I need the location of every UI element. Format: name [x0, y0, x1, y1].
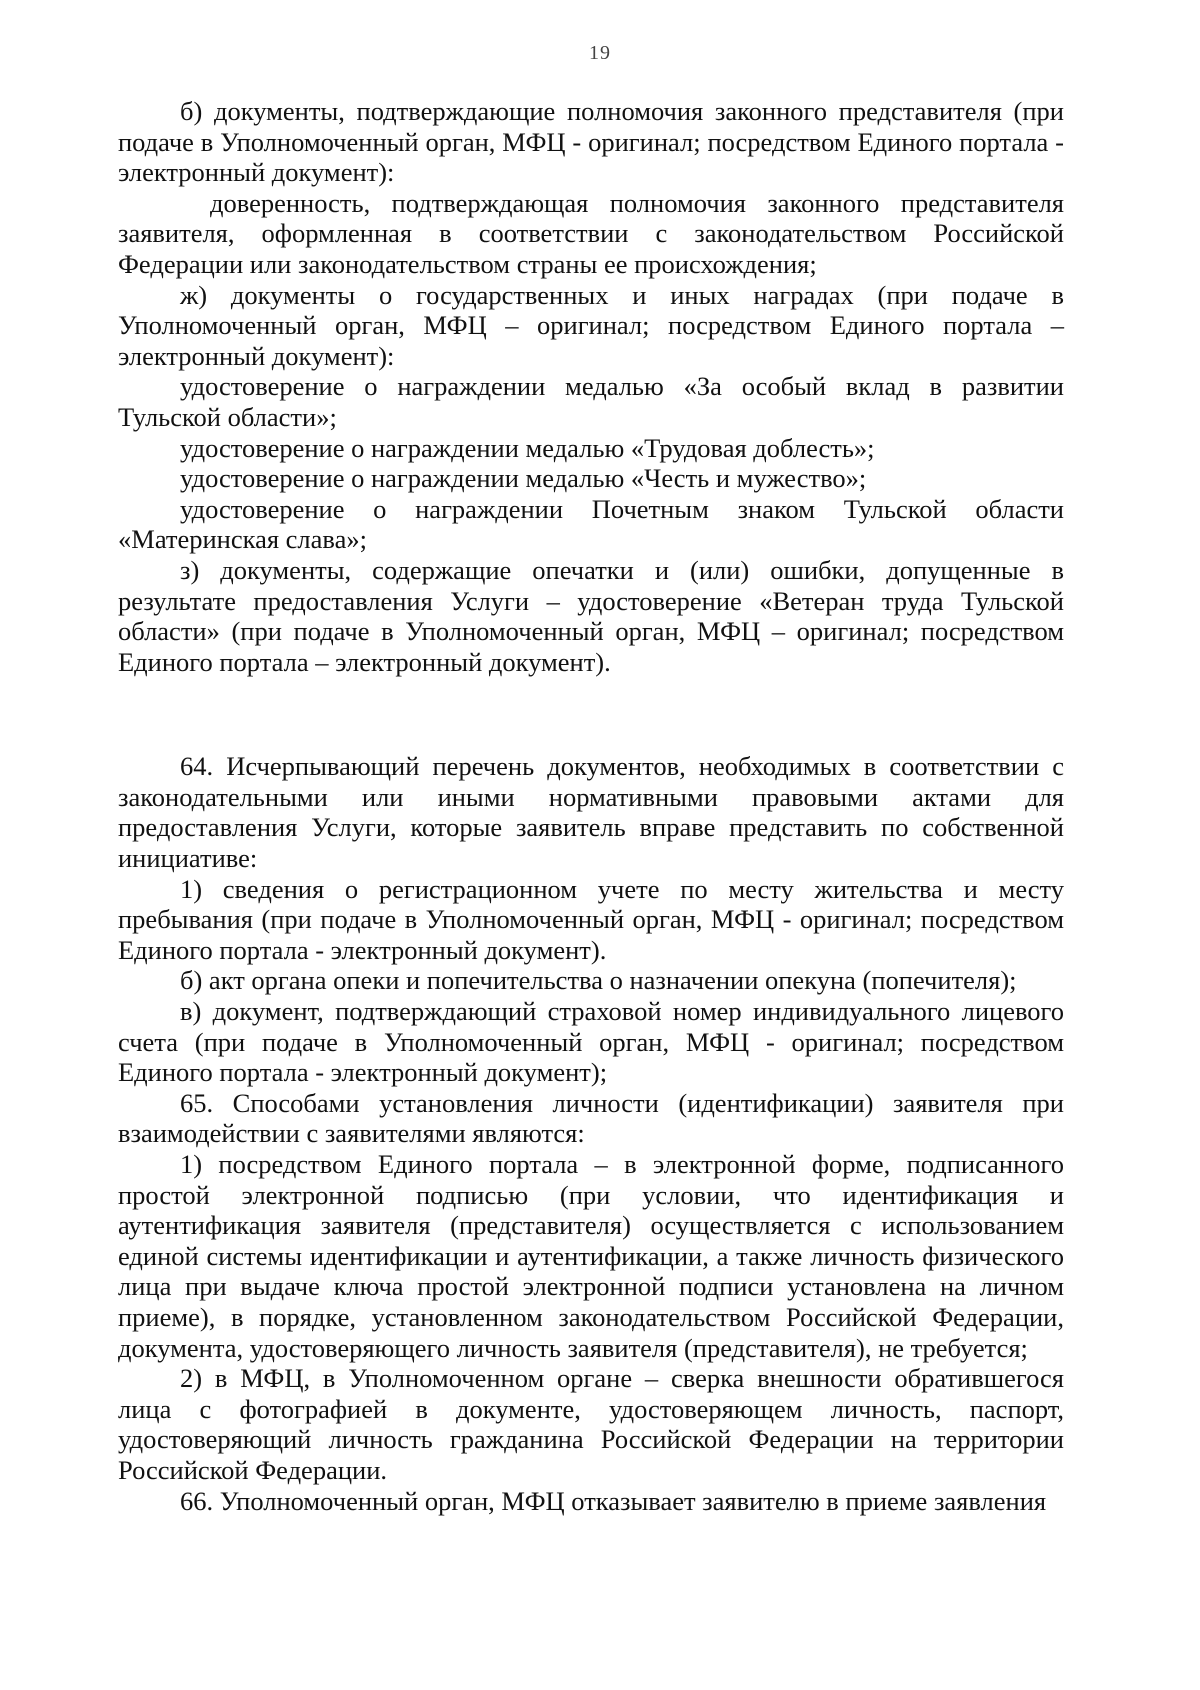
paragraph-65-identification-methods: 65. Способами установления личности (идентификации) заявителя при взаимодействии с заявителями являются: — [118, 1087, 1064, 1149]
paragraph-64-registration-info: 1) сведения о регистрационном учете по месту жительства и месту пребывания (при подаче в Уполномоченный орган, МФЦ - оригинал; посредством Единого портала - электронный документ). — [118, 873, 1064, 965]
document-body — [118, 96, 1064, 1516]
page-number: 19 — [589, 42, 611, 64]
paragraph-power-of-attorney: доверенность, подтверждающая полномочия законного представителя заявителя, оформленная в соответствии с законодательством Российской Федерации или законодательством страны ее происхождения; — [118, 187, 1064, 279]
paragraph-medal-honor-courage: удостоверение о награждении медалью «Честь и мужество»; — [180, 463, 867, 494]
paragraph-64-guardianship-act: б) акт органа опеки и попечительства о назначении опекуна (попечителя); — [180, 965, 1017, 996]
paragraph-medal-labor-valor: удостоверение о награждении медалью «Трудовая доблесть»; — [180, 432, 875, 463]
paragraph-errors-documents: з) документы, содержащие опечатки и (или) ошибки, допущенные в результате предоставления Услуги – удостоверение «Ветеран труда Тульской области» (при подаче в Уполномоченный орган, МФЦ – оригинал; посредством Единого портала – электронный документ). — [118, 554, 1064, 677]
paragraph-64-insurance-number: в) документ, подтверждающий страховой номер индивидуального лицевого счета (при подаче в Уполномоченный орган, МФЦ - оригинал; посредством Единого портала - электронный документ); — [118, 996, 1064, 1088]
paragraph-64-list-heading: 64. Исчерпывающий перечень документов, необходимых в соответствии с законодательными или иными нормативными правовыми актами для предоставления Услуги, которые заявитель вправе представить по собственной инициативе: — [118, 751, 1064, 874]
paragraph-66-refusal: 66. Уполномоченный орган, МФЦ отказывает заявителю в приеме заявления — [180, 1485, 1047, 1516]
paragraph-badge-maternal-glory: удостоверение о награждении Почетным знаком Тульской области «Материнская слава»; — [118, 493, 1064, 555]
section-spacer — [118, 677, 1064, 751]
paragraph-medal-special-contribution: удостоверение о награждении медалью «За особый вклад в развитии Тульской области»; — [118, 371, 1064, 432]
paragraph-65-mfc-identification: 2) в МФЦ, в Уполномоченном органе – сверка внешности обратившегося лица с фотографией в документе, удостоверяющем личность, паспорт, удостоверяющий личность гражданина Российской Федерации на территории Российской Федерации. — [118, 1363, 1064, 1485]
paragraph-65-portal-identification: 1) посредством Единого портала – в электронной форме, подписанного простой электронной подписью (при условии, что идентификация и аутентификация заявителя (представителя) осуществляется с использованием единой системы идентификации и аутентификации, а также личность физического лица при выдаче ключа простой электронной подписи установлена на личном приеме), в порядке, установленном законодательством Российской Федерации, документа, удостоверяющего личность заявителя (представителя), не требуется; — [118, 1149, 1064, 1363]
paragraph-award-documents: ж) документы о государственных и иных наградах (при подаче в Уполномоченный орган, МФЦ – оригинал; посредством Единого портала – электронный документ): — [118, 279, 1064, 371]
paragraph-representative-documents: б) документы, подтверждающие полномочия законного представителя (при подаче в Уполномоченный орган, МФЦ - оригинал; посредством Единого портала - электронный документ): — [118, 96, 1064, 188]
